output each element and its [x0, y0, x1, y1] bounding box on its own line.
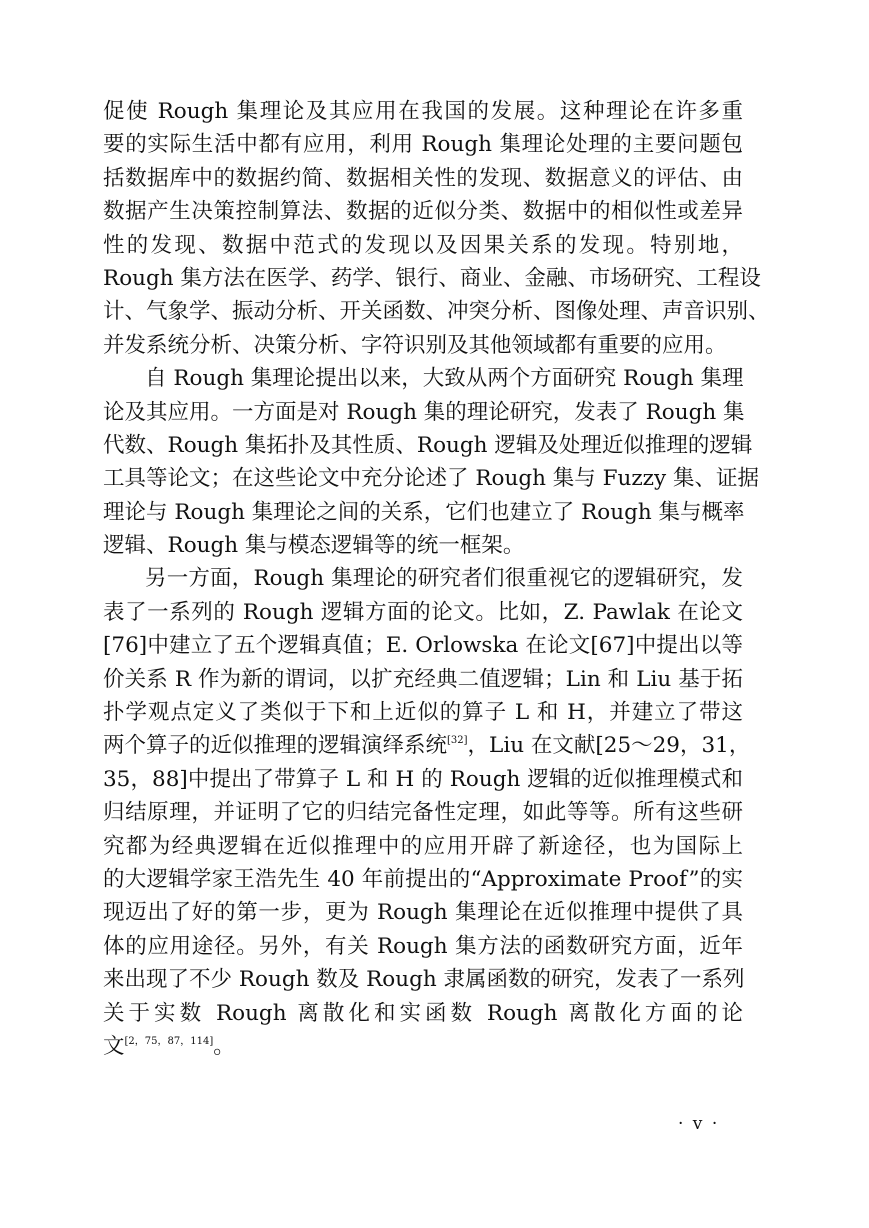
text-line: 另一方面，Rough 集理论的研究者们很重视它的逻辑研究，发	[145, 566, 743, 592]
text-line: 关于实数 Rough 离散化和实函数 Rough 离散化方面的论	[103, 1000, 743, 1026]
page-body	[103, 95, 770, 1063]
text-line: 表了一系列的 Rough 逻辑方面的论文。比如，Z. Pawlak 在论文	[103, 599, 743, 625]
text-line: 来出现了不少 Rough 数及 Rough 隶属函数的研究，发表了一系列	[103, 967, 745, 993]
text-line: 并发系统分析、决策分析、字符识别及其他领域都有重要的应用。	[103, 332, 727, 358]
text-line: 代数、Rough 集拓扑及其性质、Rough 逻辑及处理近似推理的逻辑	[103, 432, 753, 458]
page-number: · v ·	[678, 1114, 720, 1134]
text-line: 扑学观点定义了类似于下和上近似的算子 L 和 H，并建立了带这	[103, 700, 743, 726]
citation-superscript: [2，75，87，114]	[124, 1035, 214, 1047]
text-line: 论及其应用。一方面是对 Rough 集的理论研究，发表了 Rough 集	[103, 399, 745, 425]
text-segment: 文	[103, 1033, 125, 1059]
text-segment: ，Liu 在文献[25～29，31，	[467, 733, 751, 759]
text-line	[103, 1030, 743, 1063]
text-line: 理论与 Rough 集理论之间的关系，它们也建立了 Rough 集与概率	[103, 499, 745, 525]
text-line: 逻辑、Rough 集与模态逻辑等的统一框架。	[103, 533, 525, 559]
text-line: 归结原理，并证明了它的归结完备性定理，如此等等。所有这些研	[103, 800, 743, 826]
text-line: 工具等论文；在这些论文中充分论述了 Rough 集与 Fuzzy 集、证据	[103, 466, 759, 492]
text-line: Rough 集方法在医学、药学、银行、商业、金融、市场研究、工程设	[103, 265, 761, 291]
text-line: 现迈出了好的第一步，更为 Rough 集理论在近似推理中提供了具	[103, 900, 743, 926]
text-line: 究都为经典逻辑在近似推理中的应用开辟了新途径，也为国际上	[103, 833, 743, 859]
text-line	[103, 729, 751, 762]
text-segment: 。	[213, 1033, 235, 1059]
text-line: 35，88]中提出了带算子 L 和 H 的 Rough 逻辑的近似推理模式和	[103, 766, 743, 792]
text-line: 数据产生决策控制算法、数据的近似分类、数据中的相似性或差异	[103, 199, 743, 225]
text-line: 价关系 R 作为新的谓词，以扩充经典二值逻辑；Lin 和 Liu 基于拓	[103, 666, 743, 692]
text-line: 括数据库中的数据约简、数据相关性的发现、数据意义的评估、由	[103, 165, 743, 191]
text-line: 性的发现、数据中范式的发现以及因果关系的发现。特别地，	[103, 232, 743, 258]
text-line: [76]中建立了五个逻辑真值；E. Orlowska 在论文[67]中提出以等	[103, 633, 743, 659]
text-line: 促使 Rough 集理论及其应用在我国的发展。这种理论在许多重	[103, 99, 743, 124]
text-line: 自 Rough 集理论提出以来，大致从两个方面研究 Rough 集理	[145, 366, 744, 392]
text-segment: 两个算子的近似推理的逻辑演绎系统	[103, 733, 448, 759]
text-line: 计、气象学、振动分析、开关函数、冲突分析、图像处理、声音识别、	[103, 299, 770, 325]
text-line: 体的应用途径。另外，有关 Rough 集方法的函数研究方面，近年	[103, 933, 743, 959]
text-line: 要的实际生活中都有应用，利用 Rough 集理论处理的主要问题包	[103, 132, 743, 158]
text-line: 的大逻辑学家王浩先生 40 年前提出的“Approximate Proof”的实	[103, 866, 743, 892]
citation-superscript: [32]	[447, 735, 468, 747]
